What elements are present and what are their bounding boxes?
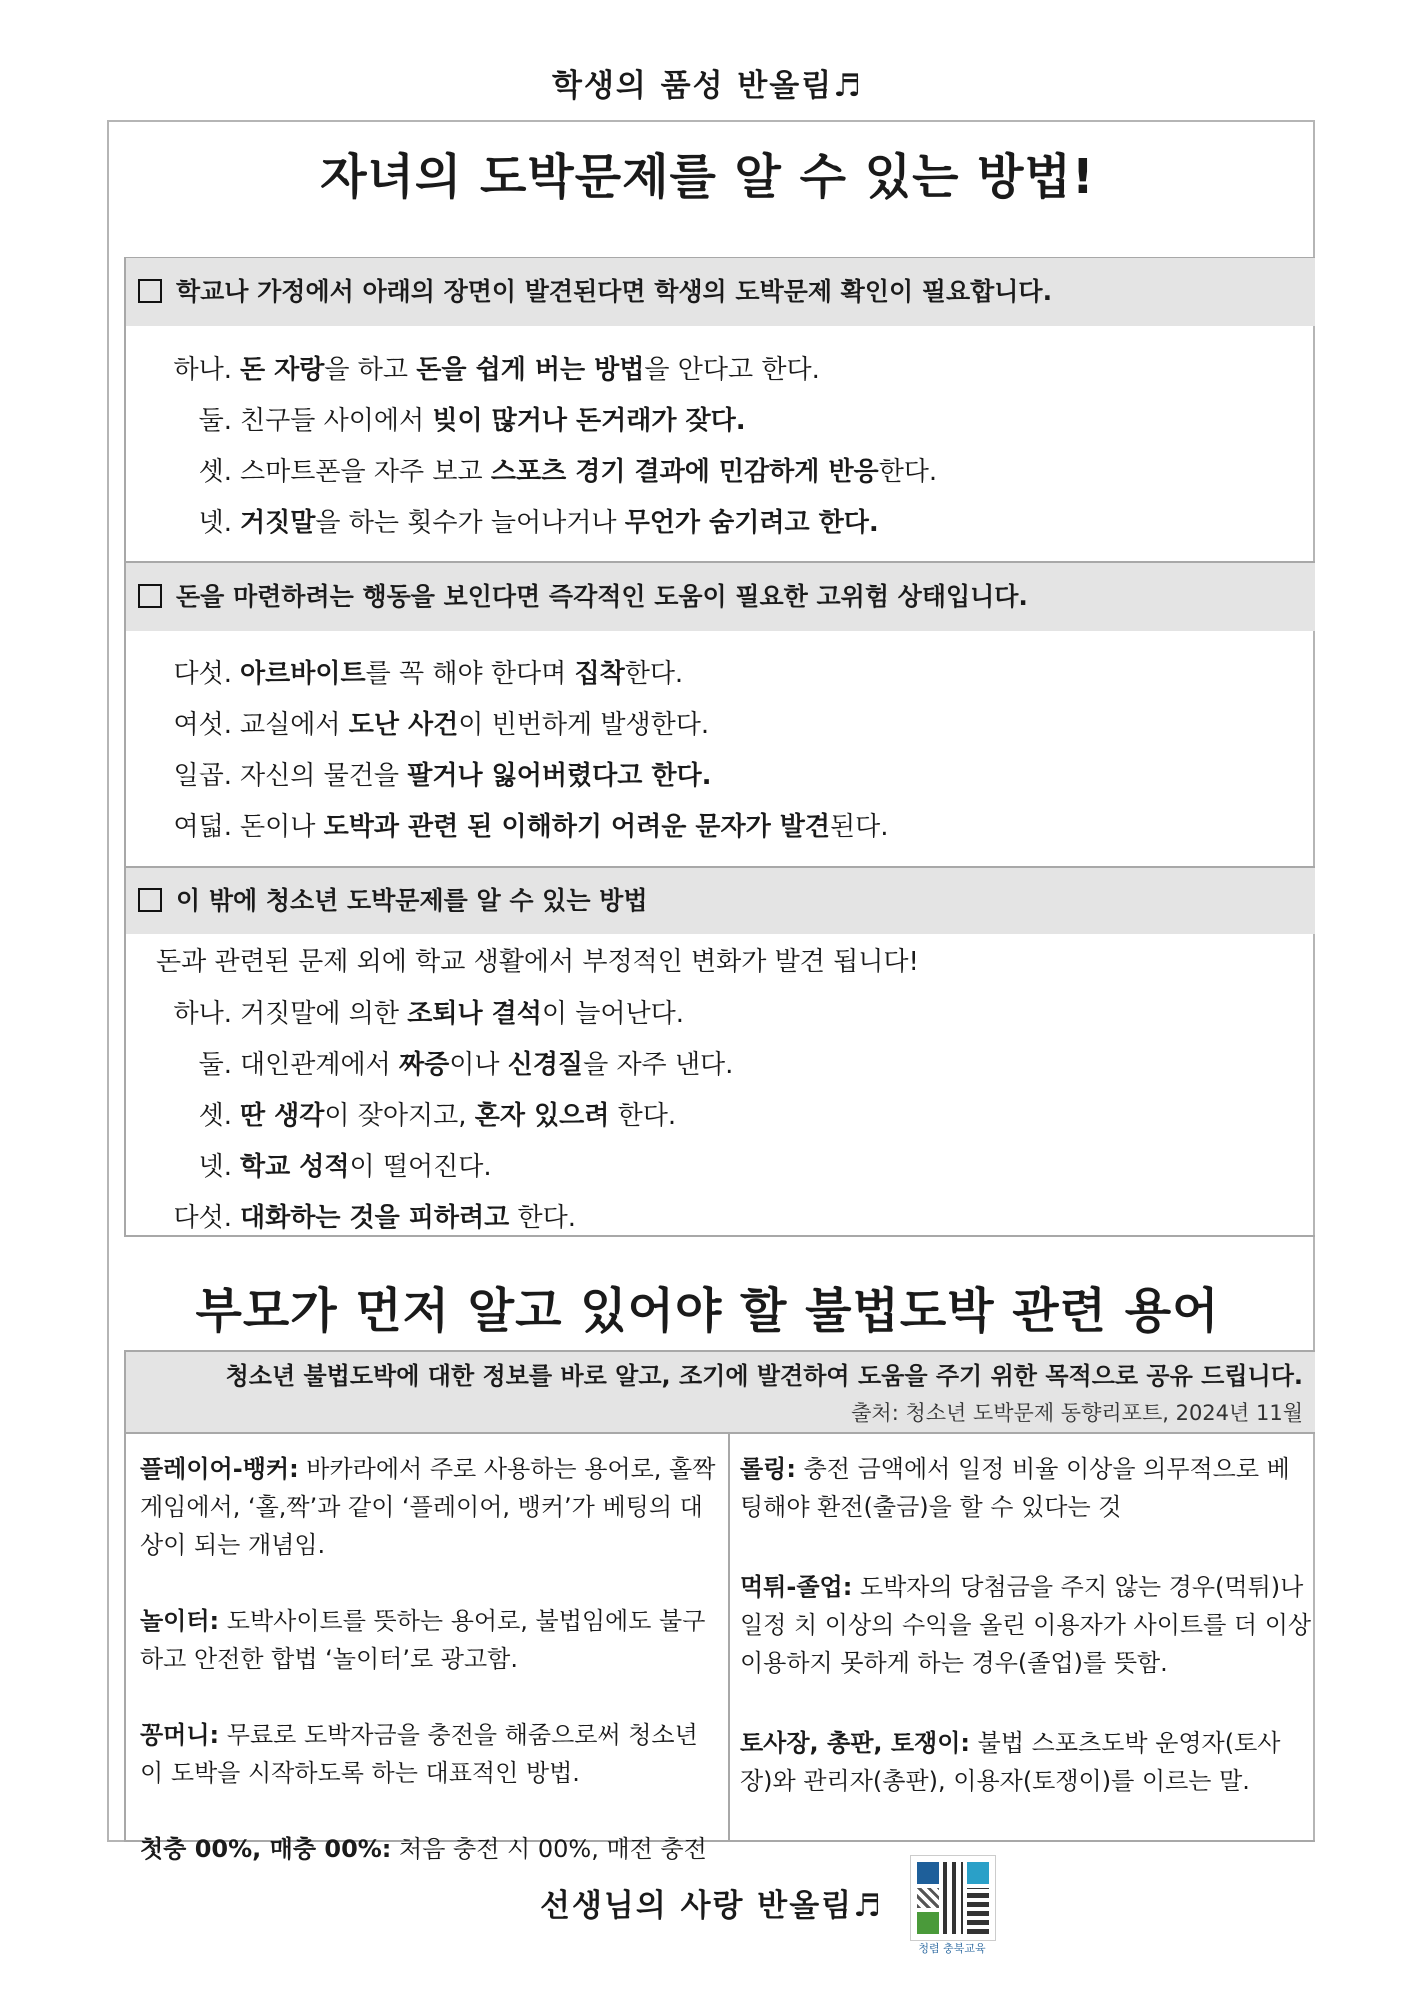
section-heading-text: 돈을 마련하려는 행동을 보인다면 즉각적인 도움이 필요한 고위험 상태입니다.: [176, 582, 1028, 611]
list-item: [150, 751, 889, 802]
checkbox-square-icon: [138, 279, 162, 303]
emphasis-text: 돈을 쉽게 버는 방법: [416, 355, 645, 385]
term-definition: 처음 충전 시 00%, 매전 충전: [391, 1835, 707, 1863]
item-number: 다섯.: [173, 1203, 232, 1233]
column-divider: [728, 1432, 730, 1842]
list-item: [150, 802, 889, 853]
item-number: 넷.: [198, 1152, 232, 1182]
term-name: 놀이터:: [140, 1607, 220, 1635]
glossary-header-band: [124, 1350, 1315, 1434]
item-text: 교실에서: [240, 710, 349, 740]
emphasis-text: 집착: [574, 659, 625, 689]
emphasis-text: 딴 생각: [240, 1101, 325, 1131]
emphasis-text: 무언가 숨기려고 한다.: [624, 508, 879, 538]
main-title: 자녀의 도박문제를 알 수 있는 방법!: [320, 149, 1095, 205]
item-text: 이 늘어난다.: [541, 999, 684, 1029]
section-heading-2: [126, 563, 1315, 631]
glossary-term: [140, 1830, 720, 1868]
item-text: 거짓말에 의한: [240, 999, 408, 1029]
section-heading-3: [126, 868, 1315, 934]
list-item: [150, 649, 889, 700]
term-definition: 바카라에서 주로 사용하는 용어로, 홀짝게임에서, ‘홀,짝’과 같이 ‘플레이어, 뱅커’가 베팅의 대상이 되는 개념임.: [140, 1455, 716, 1559]
glossary-table: [124, 1432, 1315, 1863]
checkbox-square-icon: [138, 888, 162, 912]
emphasis-text: 도박과 관련 된 이해하기 어려운 문자가 발견: [323, 812, 831, 842]
section-heading-text: 학교나 가정에서 아래의 장면이 발견된다면 학생의 도박문제 확인이 필요합니다.: [176, 277, 1053, 306]
list-item: [150, 1193, 733, 1244]
item-text: 한다.: [878, 457, 938, 487]
item-text: 친구들 사이에서: [240, 406, 433, 436]
item-text: 을 자주 낸다.: [583, 1050, 734, 1080]
term-name: 첫충 00%, 매충 00%:: [140, 1835, 392, 1863]
list-item: [150, 498, 937, 549]
glossary-left-column: [140, 1450, 720, 1906]
term-definition: 무료로 도박자금을 충전을 해줌으로써 청소년이 도박을 시작하도록 하는 대표적인 방법.: [140, 1721, 698, 1787]
glossary-term: [140, 1602, 720, 1678]
item-text: 한다.: [509, 1203, 577, 1233]
item-text: 한다.: [624, 659, 684, 689]
section-1-list: [150, 345, 937, 549]
term-name: 토사장, 총판, 토쟁이:: [740, 1729, 971, 1757]
emphasis-text: 빚이 많거나 돈거래가 잦다.: [432, 406, 746, 436]
item-text: 을 하는 횟수가 늘어나거나: [315, 508, 625, 538]
item-number: 여덟.: [173, 812, 232, 842]
item-number: 둘.: [198, 1050, 232, 1080]
item-number: 둘.: [198, 406, 232, 436]
emphasis-text: 도난 사건: [348, 710, 459, 740]
item-text: 대인관계에서: [240, 1050, 399, 1080]
emphasis-text: 돈 자랑: [240, 355, 325, 385]
list-item: [150, 700, 889, 751]
item-text: 돈이나: [240, 812, 324, 842]
term-name: 플레이어-뱅커:: [140, 1455, 299, 1483]
term-definition: 충전 금액에서 일정 비율 이상을 의무적으로 베팅해야 환전(출금)을 할 수 있다는 것: [740, 1455, 1290, 1521]
item-text: 이 잦아지고,: [324, 1101, 475, 1131]
list-item: [150, 396, 937, 447]
glossary-term: [740, 1724, 1312, 1800]
section-heading-text: 이 밖에 청소년 도박문제를 알 수 있는 방법: [176, 886, 648, 915]
section-2-list: [150, 649, 889, 853]
item-text: 이 떨어진다.: [349, 1152, 492, 1182]
glossary-term: [740, 1568, 1312, 1682]
term-definition: 도박사이트를 뜻하는 용어로, 불법임에도 불구하고 안전한 합법 ‘놀이터’로 광고함.: [140, 1607, 706, 1673]
item-text: 를 꼭 해야 한다며: [365, 659, 575, 689]
glossary-title: 부모가 먼저 알고 있어야 할 불법도박 관련 용어: [195, 1283, 1220, 1339]
item-number: 셋.: [198, 457, 232, 487]
item-number: 넷.: [198, 508, 232, 538]
glossary-right-column: [740, 1450, 1312, 1842]
glossary-term: [140, 1716, 720, 1792]
list-item: [150, 1091, 733, 1142]
item-number: 하나.: [173, 355, 232, 385]
emphasis-text: 짜증: [398, 1050, 450, 1080]
glossary-source: 출처: 청소년 도박문제 동향리포트, 2024년 11월: [851, 1401, 1303, 1425]
list-item: [150, 989, 733, 1040]
footer-title: 선생님의 사랑 반올림♬: [540, 1888, 883, 1924]
emphasis-text: 스포츠 경기 결과에 민감하게 반응: [490, 457, 879, 487]
item-text: 한다.: [609, 1101, 677, 1131]
item-text: 을 하고: [324, 355, 417, 385]
item-number: 다섯.: [173, 659, 232, 689]
emphasis-text: 대화하는 것을 피하려고: [240, 1203, 510, 1233]
section-3-intro: 돈과 관련된 문제 외에 학교 생활에서 부정적인 변화가 발견 됩니다!: [156, 947, 919, 977]
list-item: [150, 1142, 733, 1193]
item-text: 스마트폰을 자주 보고: [240, 457, 491, 487]
term-definition: 불법 스포츠도박 운영자(토사장)와 관리자(총판), 이용자(토쟁이)를 이르는 말.: [740, 1729, 1281, 1795]
glossary-term: [740, 1450, 1312, 1526]
emphasis-text: 거짓말: [240, 508, 316, 538]
section-3-list: [150, 989, 733, 1244]
list-item: [150, 345, 937, 396]
glossary-subtitle: 청소년 불법도박에 대한 정보를 바로 알고, 조기에 발견하여 도움을 주기 위한 목적으로 공유 드립니다.: [225, 1362, 1303, 1390]
qr-code-icon[interactable]: [910, 1855, 996, 1941]
glossary-term: [140, 1450, 720, 1564]
qr-caption: 청렴 충북교육: [918, 1942, 986, 1955]
emphasis-text: 학교 성적: [240, 1152, 350, 1182]
emphasis-text: 팔거나 잃어버렸다고 한다.: [407, 761, 712, 791]
item-text: 이 빈번하게 발생한다.: [458, 710, 710, 740]
emphasis-text: 아르바이트: [240, 659, 366, 689]
list-item: [150, 447, 937, 498]
term-definition: 도박자의 당첨금을 주지 않는 경우(먹튀)나 일정 치 이상의 수익을 올린 이용자가 사이트를 더 이상 이용하지 못하게 하는 경우(졸업)를 뜻함.: [740, 1573, 1312, 1677]
term-name: 꽁머니:: [140, 1721, 220, 1749]
list-item: [150, 1040, 733, 1091]
item-text: 이나: [449, 1050, 508, 1080]
item-text: 된다.: [830, 812, 889, 842]
term-name: 롤링:: [740, 1455, 796, 1483]
emphasis-text: 혼자 있으려: [474, 1101, 610, 1131]
item-number: 여섯.: [173, 710, 232, 740]
item-text: 자신의 물건을: [240, 761, 408, 791]
term-name: 먹튀-졸업:: [740, 1573, 853, 1601]
item-number: 일곱.: [173, 761, 232, 791]
page-header-title: 학생의 품성 반올림♬: [552, 68, 863, 104]
item-text: 을 안다고 한다.: [644, 355, 820, 385]
emphasis-text: 신경질: [507, 1050, 584, 1080]
emphasis-text: 조퇴나 결석: [407, 999, 542, 1029]
section-heading-1: [126, 258, 1315, 326]
checkbox-square-icon: [138, 584, 162, 608]
item-number: 셋.: [198, 1101, 232, 1131]
item-number: 하나.: [173, 999, 232, 1029]
